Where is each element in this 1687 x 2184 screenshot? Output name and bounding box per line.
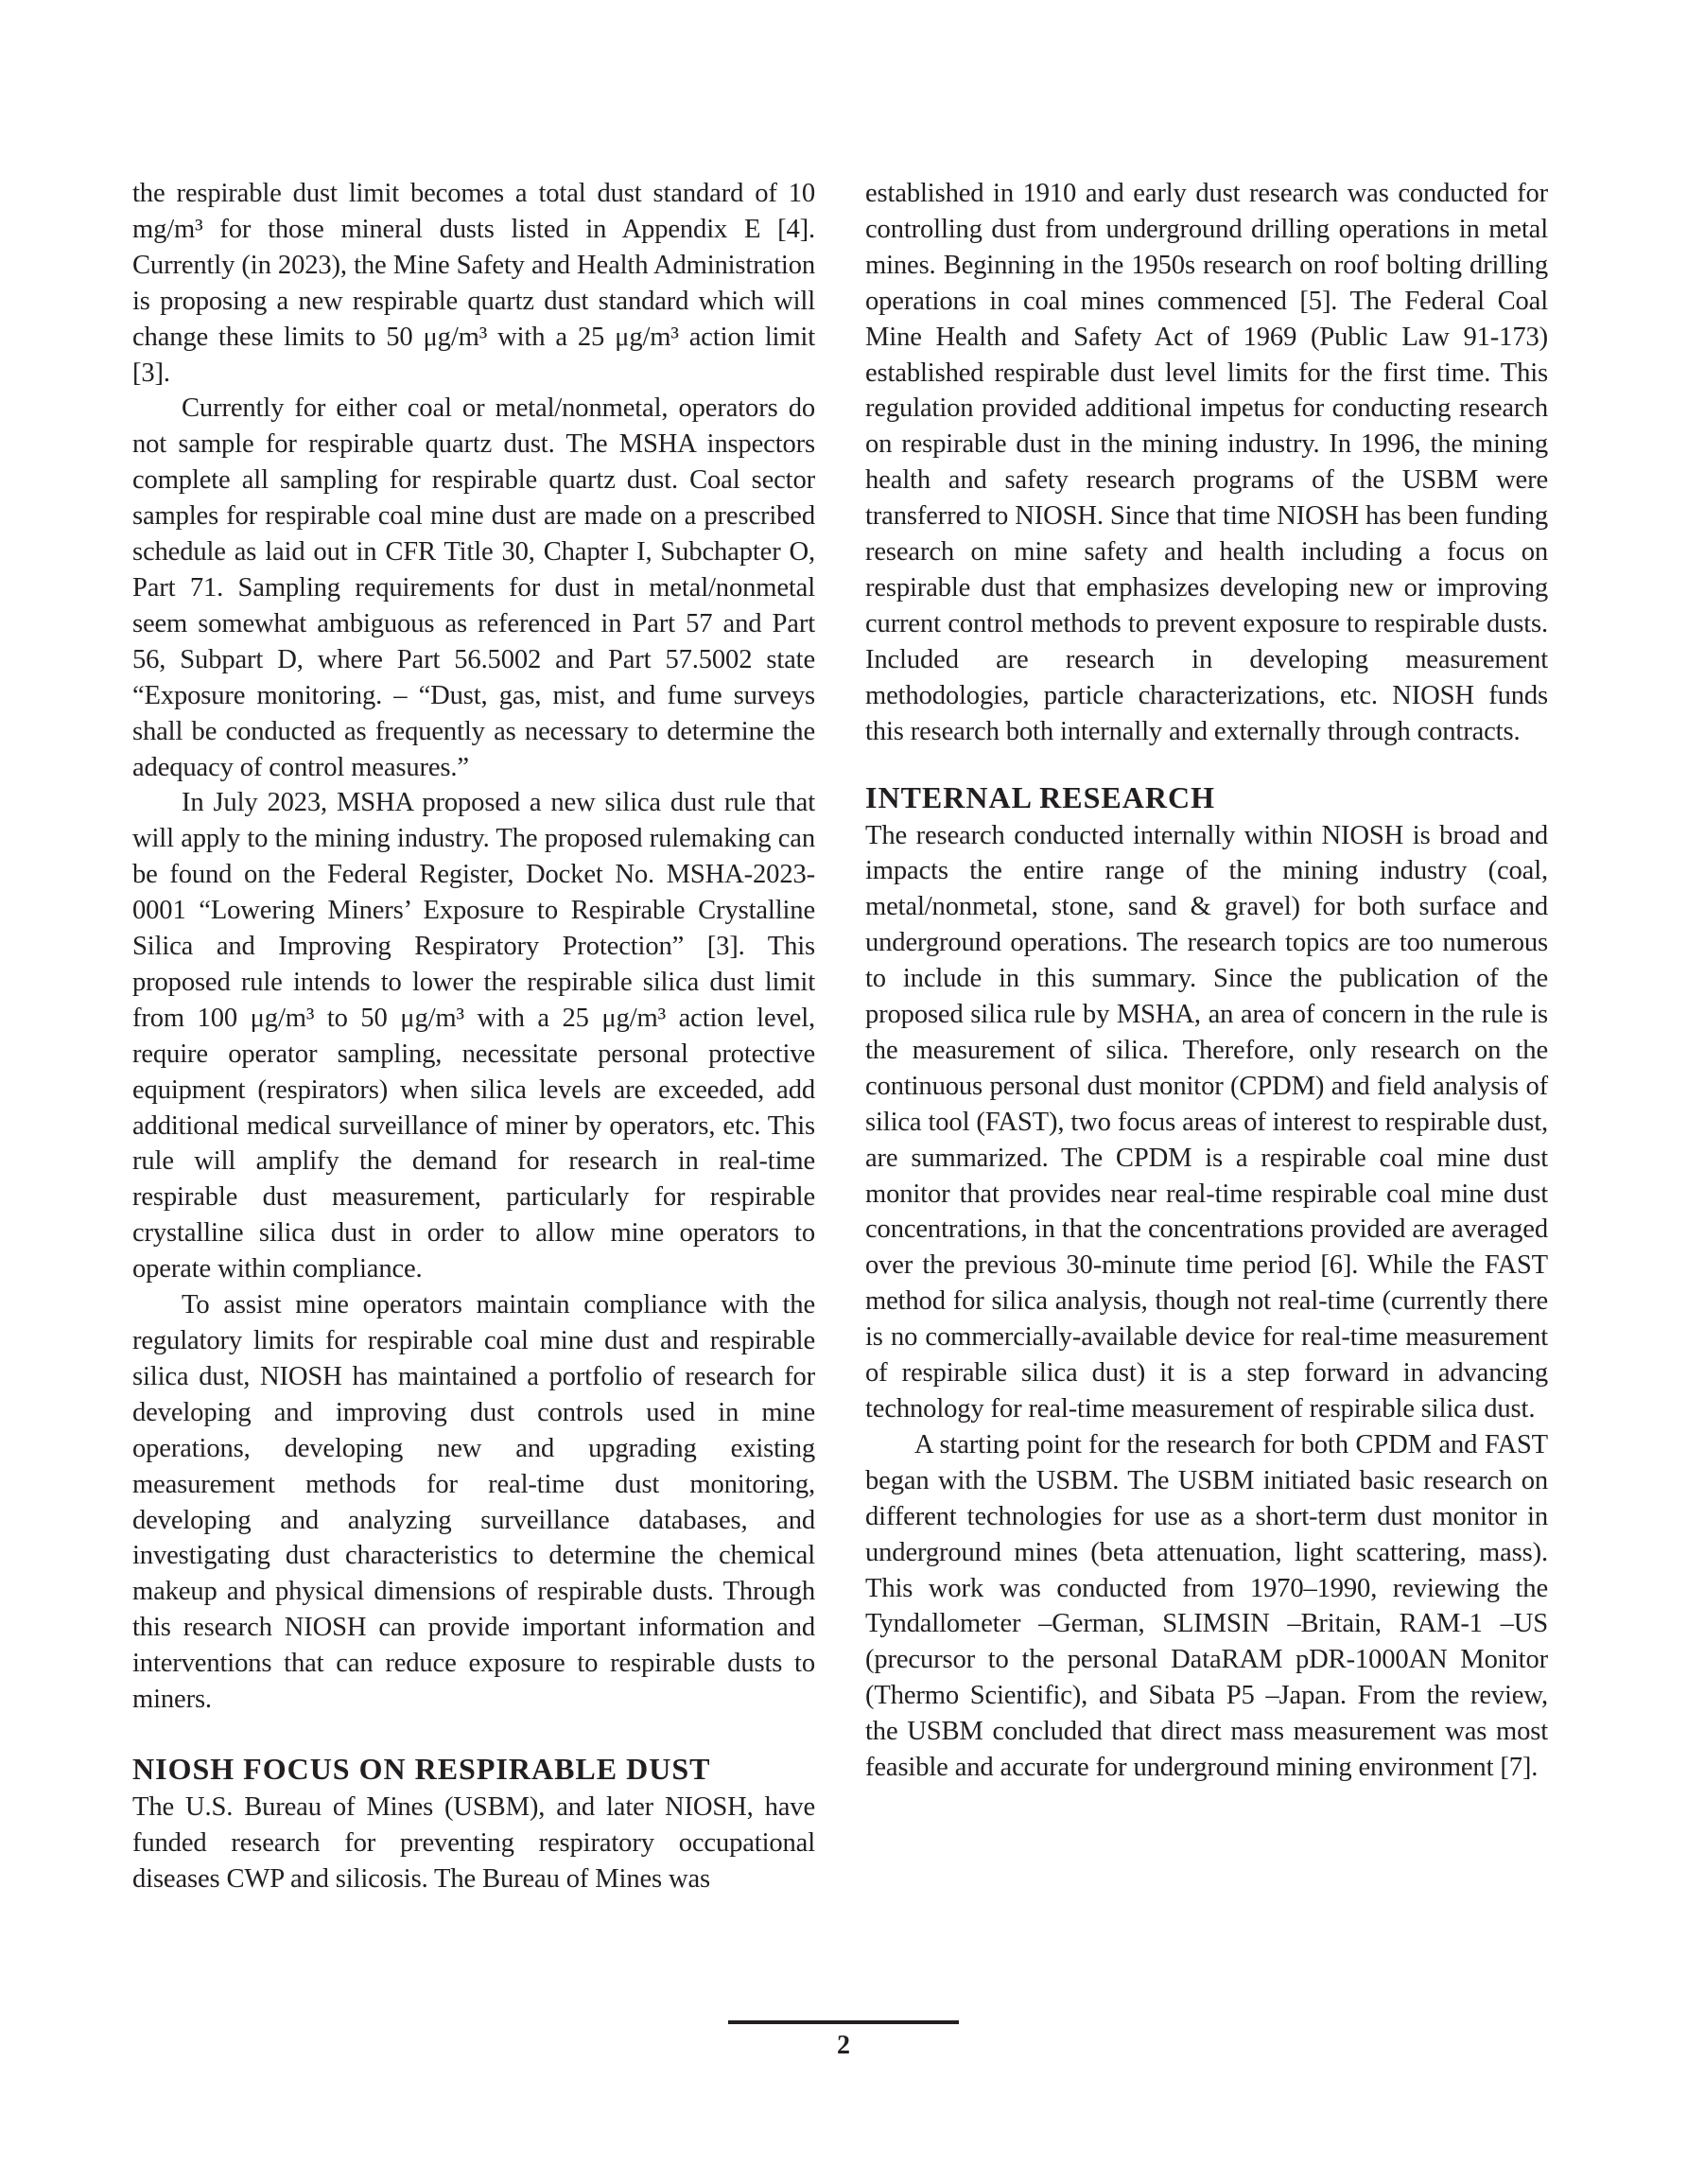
right-column: [865, 176, 1548, 1786]
paragraph: The U.S. Bureau of Mines (USBM), and later NIOSH, have funded research for preventing respiratory occupational diseases CWP and silicosis. The Bureau of Mines was: [132, 1791, 815, 1894]
paragraph: To assist mine operators maintain compliance with the regulatory limits for respirable coal mine dust and respirable silica dust, NIOSH has maintained a portfolio of research for developing and improving dust controls used in mine operations, developing new and upgrading existing measurement methods for real-time dust monitoring, developing and analyzing surveillance databases, and investigating dust characteristics to determine the chemical makeup and physical dimensions of respirable dusts. Through this research NIOSH can provide important information and interventions that can reduce exposure to respirable dusts to miners.: [132, 1290, 815, 1715]
paragraph: the respirable dust limit becomes a total dust standard of 10 mg/m³ for those mineral dusts listed in Appendix E [4]. Currently (in 2023), the Mine Safety and Health Administration is proposing a new respirable quartz dust standard which will change these limits to 50 μg/m³ with a 25 μg/m³ action limit [3].: [132, 179, 815, 388]
paragraph: established in 1910 and early dust research was conducted for controlling dust from underground drilling operations in metal mines. Beginning in the 1950s research on roof bolting drilling operations in coal mines commenced [5]. The Federal Coal Mine Health and Safety Act of 1969 (Public Law 91-173) established respirable dust level limits for the first time. This regulation provided additional impetus for conducting research on respirable dust in the mining industry. In 1996, the mining health and safety research programs of the USBM were transferred to NIOSH. Since that time NIOSH has been funding research on mine safety and health including a focus on respirable dust that emphasizes developing new or improving current control methods to prevent exposure to respirable dusts. Included are research in developing measurement methodologies, particle characterizations, etc. NIOSH funds this research both internally and externally through contracts.: [865, 179, 1548, 746]
left-column: [132, 176, 815, 1897]
section-heading: NIOSH FOCUS ON RESPIRABLE DUST: [132, 1751, 711, 1786]
paragraph: In July 2023, MSHA proposed a new silica dust rule that will apply to the mining industry. The proposed rulemaking can be found on the Federal Register, Docket No. MSHA-2023-0001 “Lowering Miners’ Exposure to Respirable Crystalline Silica and Improving Respiratory Protection” [3]. This proposed rule intends to lower the respirable silica dust limit from 100 μg/m³ to 50 μg/m³ with a 25 μg/m³ action level, require operator sampling, necessitate personal protective equipment (respirators) when silica levels are exceeded, add additional medical surveillance of miner by operators, etc. This rule will amplify the demand for research in real-time respirable dust measurement, particularly for respirable crystalline silica dust in order to allow mine operators to operate within compliance.: [132, 788, 815, 1284]
section-heading: INTERNAL RESEARCH: [865, 779, 1215, 814]
paragraph: A starting point for the research for both CPDM and FAST began with the USBM. The USBM initiated basic research on different technologies for use as a short-term dust monitor in underground mines (beta attenuation, light scattering, mass). This work was conducted from 1970–1990, reviewing the Tyndallometer –German, SLIMSIN –Britain, RAM-1 –US (precursor to the personal DataRAM pDR-1000AN Monitor (Thermo Scientific), and Sibata P5 –Japan. From the review, the USBM concluded that direct mass measurement was most feasible and accurate for underground mining environment [7].: [865, 1429, 1548, 1783]
paragraph: Currently for either coal or metal/nonmetal, operators do not sample for respirable quartz dust. The MSHA inspectors complete all sampling for respirable quartz dust. Coal sector samples for respirable coal mine dust are made on a prescribed schedule as laid out in CFR Title 30, Chapter I, Subchapter O, Part 71. Sampling requirements for dust in metal/nonmetal seem somewhat ambiguous as referenced in Part 57 and Part 56, Subpart D, where Part 56.5002 and Part 57.5002 state “Exposure monitoring. – “Dust, gas, mist, and fume surveys shall be conducted as frequently as necessary to determine the adequacy of control measures.”: [132, 393, 815, 782]
page-number: 2: [837, 2031, 850, 2060]
footer-rule: [728, 2020, 959, 2024]
paragraph: The research conducted internally within NIOSH is broad and impacts the entire range of the mining industry (coal, metal/nonmetal, stone, sand & gravel) for both surface and underground operations. The research topics are too numerous to include in this summary. Since the publication of the proposed silica rule by MSHA, an area of concern in the rule is the measurement of silica. Therefore, only research on the continuous personal dust monitor (CPDM) and field analysis of silica tool (FAST), two focus areas of interest to respirable dust, are summarized. The CPDM is a respirable coal mine dust monitor that provides near real-time respirable coal mine dust concentrations, in that the concentrations provided are averaged over the previous 30-minute time period [6]. While the FAST method for silica analysis, though not real-time (currently there is no commercially-available device for real-time measurement of respirable silica dust) it is a step forward in advancing technology for real-time measurement of respirable silica dust.: [865, 820, 1548, 1424]
